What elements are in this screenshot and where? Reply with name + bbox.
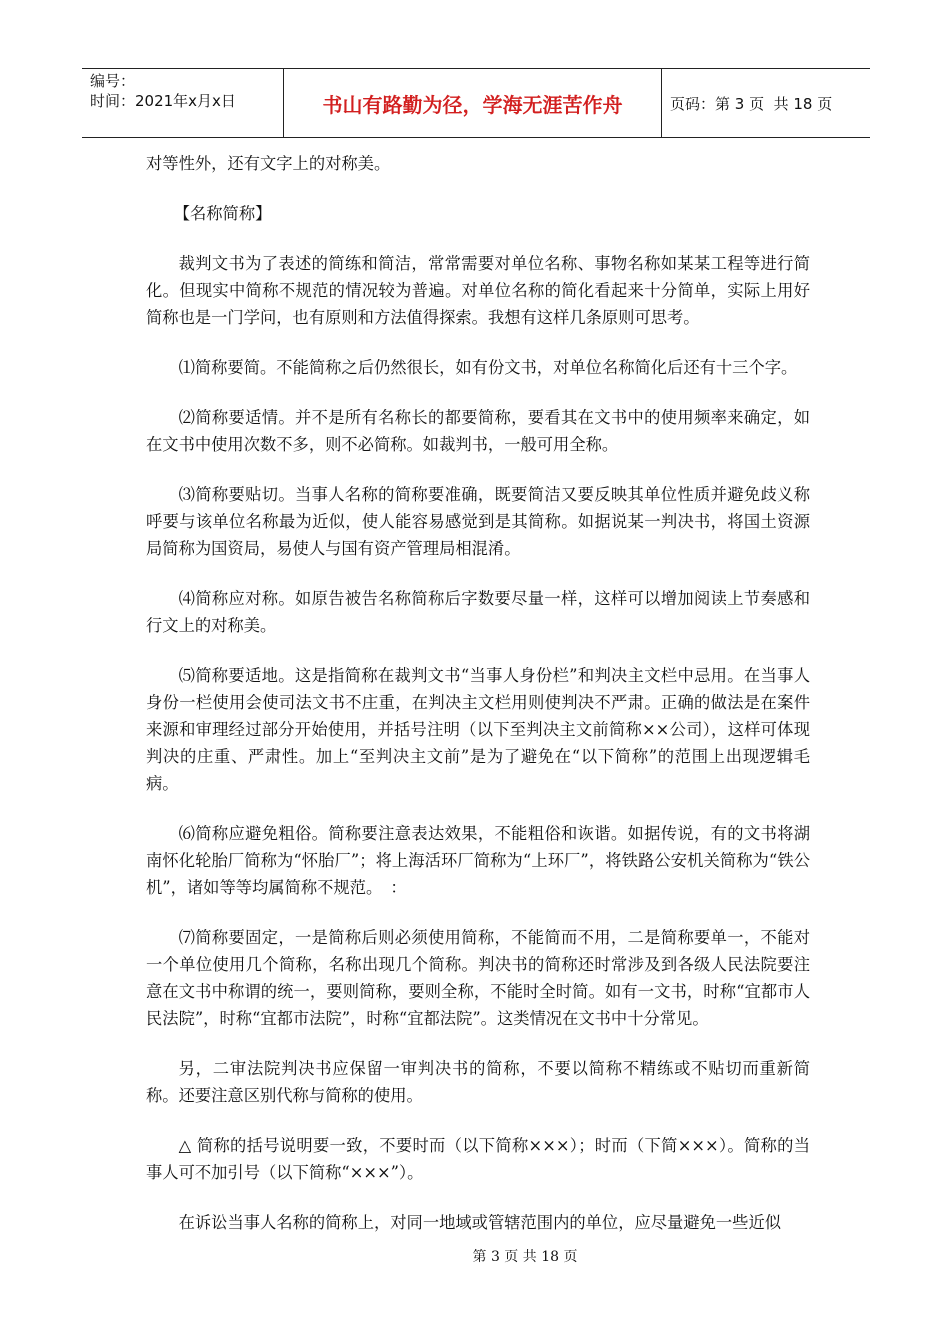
- paragraph: 对等性外，还有文字上的对称美。: [146, 154, 391, 173]
- document-time-label: 时间：2021年x月x日: [90, 92, 236, 110]
- paragraph: 在诉讼当事人名称的简称上，对同一地域或管辖范围内的单位，应尽量避免一些近似: [178, 1213, 782, 1232]
- paragraph: ⑷简称应对称。如原告被告名称简称后字数要尽量一样，这样可以增加阅读上节奏感和行文上的对称美。: [146, 589, 810, 635]
- header-motto: 书山有路勤为径，学海无涯苦作舟: [284, 69, 662, 137]
- header-meta: [82, 69, 284, 137]
- paragraph: ⑵简称要适情。并不是所有名称长的都要简称，要看其在文书中的使用频率来确定，如在文书中使用次数不多，则不必简称。如裁判书，一般可用全称。: [146, 408, 810, 454]
- document-number-label: 编号：: [90, 72, 136, 90]
- section-heading: 【名称简称】: [173, 204, 272, 223]
- paragraph: ⑺简称要固定，一是简称后则必须使用简称，不能简而不用，二是简称要单一，不能对一个单位使用几个简称，名称出现几个简称。判决书的简称还时常涉及到各级人民法院要注意在文书中称谓的统一，要则简称，要则全称，不能时全时简。如有一文书，时称“宜都市人民法院”，时称“宜都市法院”，时称“宜都法院”。这类情况在文书中十分常见。: [146, 928, 810, 1028]
- header-page-label: 页码：第 3 页 共 18 页: [670, 94, 833, 113]
- paragraph: △ 简称的括号说明要一致，不要时而（以下简称×××）；时而（下简×××）。简称的当事人可不加引号（以下简称“×××”）。: [146, 1136, 810, 1182]
- paragraph: ⑹简称应避免粗俗。简称要注意表达效果，不能粗俗和诙谐。如据传说，有的文书将湖南怀化轮胎厂简称为“怀胎厂”；将上海活环厂简称为“上环厂”，将铁路公安机关简称为“铁公机”，诸如等等均属简称不规范。 ：: [146, 824, 810, 897]
- document-body: [146, 150, 810, 1259]
- paragraph: ⑶简称要贴切。当事人名称的简称要准确，既要简洁又要反映其单位性质并避免歧义称呼要与该单位名称最为近似，使人能容易感觉到是其简称。如据说某一判决书，将国土资源局简称为国资局，易使人与国有资产管理局相混淆。: [146, 485, 810, 558]
- page-header: [82, 68, 870, 138]
- paragraph: ⑴简称要简。不能简称之后仍然很长，如有份文书，对单位名称简化后还有十三个字。: [178, 358, 798, 377]
- header-page-info: [662, 69, 870, 137]
- page-footer: 第 3 页 共 18 页: [472, 1249, 578, 1265]
- paragraph: ⑸简称要适地。这是指简称在裁判文书“当事人身份栏”和判决主文栏中忌用。在当事人身份一栏使用会使司法文书不庄重，在判决主文栏用则使判决不严肃。正确的做法是在案件来源和审理经过部分开始使用，并括号注明（以下至判决主文前简称××公司），这样可体现判决的庄重、严肃性。加上“至判决主文前”是为了避免在“以下简称”的范围上出现逻辑毛病。: [146, 666, 810, 793]
- paragraph: 裁判文书为了表述的简练和简洁，常常需要对单位名称、事物名称如某某工程等进行简化。但现实中简称不规范的情况较为普遍。对单位名称的简化看起来十分简单，实际上用好简称也是一门学问，也有原则和方法值得探索。我想有这样几条原则可思考。: [146, 254, 810, 327]
- paragraph: 另，二审法院判决书应保留一审判决书的简称，不要以简称不精练或不贴切而重新简称。还要注意区别代称与简称的使用。: [146, 1059, 810, 1105]
